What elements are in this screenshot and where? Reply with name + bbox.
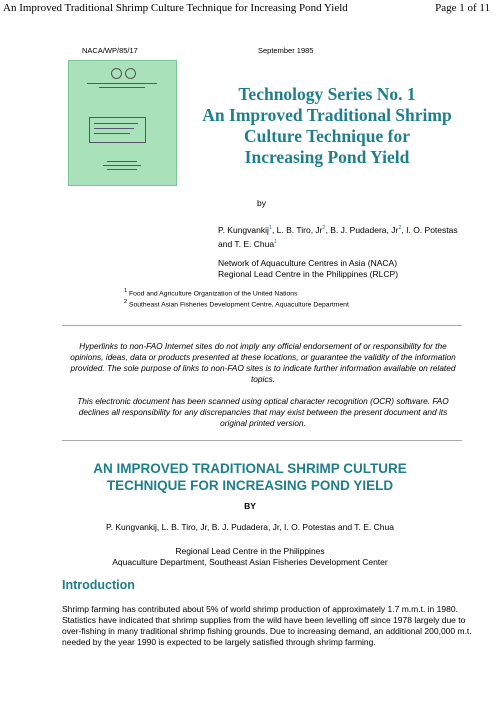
authors-plain: P. Kungvankij, L. B. Tiro, Jr, B. J. Pudadera, Jr, I. O. Potestas and T. E. Chua bbox=[106, 522, 394, 532]
introduction-paragraph: Shrimp farming has contributed about 5% of world shrimp production of approximately 1.7 m.m.t. in 1980. Statistics have indicated that shrimp supplies from the wild have been levelling off since 1978 largely due to over-fishing in many traditional shrimp fishing grounds. Due to increasing demand, an additional 200,000 m.t. needed by the year 1990 is expected to be largely satisfied through shrimp farming. bbox=[62, 604, 472, 647]
disclaimer-ocr: This electronic document has been scanned using optical character recognition (OCR) software. FAO declines all responsibility for any discrepancies that may exist between the present document and its original printed version. bbox=[77, 396, 449, 428]
header-page-number: Page 1 of 11 bbox=[435, 2, 490, 14]
footnote: $^2$ Southeast Asian Fisheries Development Centre, Aquaculture Department bbox=[124, 299, 349, 309]
document-date: September 1985 bbox=[258, 46, 314, 55]
authors-list: P. Kungvankij$^1$, L. B. Tiro, Jr$^2$, B. J. Pudadera, Jr$^2$, I. O. Potestas and T. E. Chua$^1$ bbox=[218, 224, 458, 249]
seal-icon bbox=[111, 68, 122, 79]
cover-thumbnail-image bbox=[68, 60, 177, 186]
divider bbox=[62, 440, 462, 441]
organization-block-2: Regional Lead Centre in the Philippines Aquaculture Department, Southeast Asian Fisheries Development Center bbox=[112, 546, 388, 567]
series-title: Technology Series No. 1 An Improved Traditional Shrimp Culture Technique for Increasing Pond Yield bbox=[202, 84, 452, 167]
seal-icon bbox=[125, 68, 136, 79]
footnote: $^1$ Food and Agriculture Organization of the United Nations bbox=[124, 288, 298, 298]
cover-title-box bbox=[89, 117, 146, 143]
disclaimer-hyperlinks: Hyperlinks to non-FAO Internet sites do not imply any official endorsement of or responsibility for the opinions, ideas, data or products presented at these locations, or guarantee the validity of the information provided. The sole purpose of links to non-FAO sites is to indicate further information available on related topics. bbox=[70, 341, 456, 384]
by-caps-label: BY bbox=[244, 501, 256, 511]
main-title: AN IMPROVED TRADITIONAL SHRIMP CULTURE TECHNIQUE FOR INCREASING POND YIELD bbox=[93, 461, 407, 493]
document-code: NACA/WP/85/17 bbox=[82, 46, 138, 55]
organization-block: Network of Aquaculture Centres in Asia (NACA) Regional Lead Centre in the Philippines (RLCP) bbox=[218, 258, 399, 279]
section-heading-introduction: Introduction bbox=[62, 578, 135, 592]
by-label: by bbox=[257, 198, 266, 208]
header-doc-title: An Improved Traditional Shrimp Culture Technique for Increasing Pond Yield bbox=[3, 2, 348, 14]
divider bbox=[62, 325, 462, 326]
